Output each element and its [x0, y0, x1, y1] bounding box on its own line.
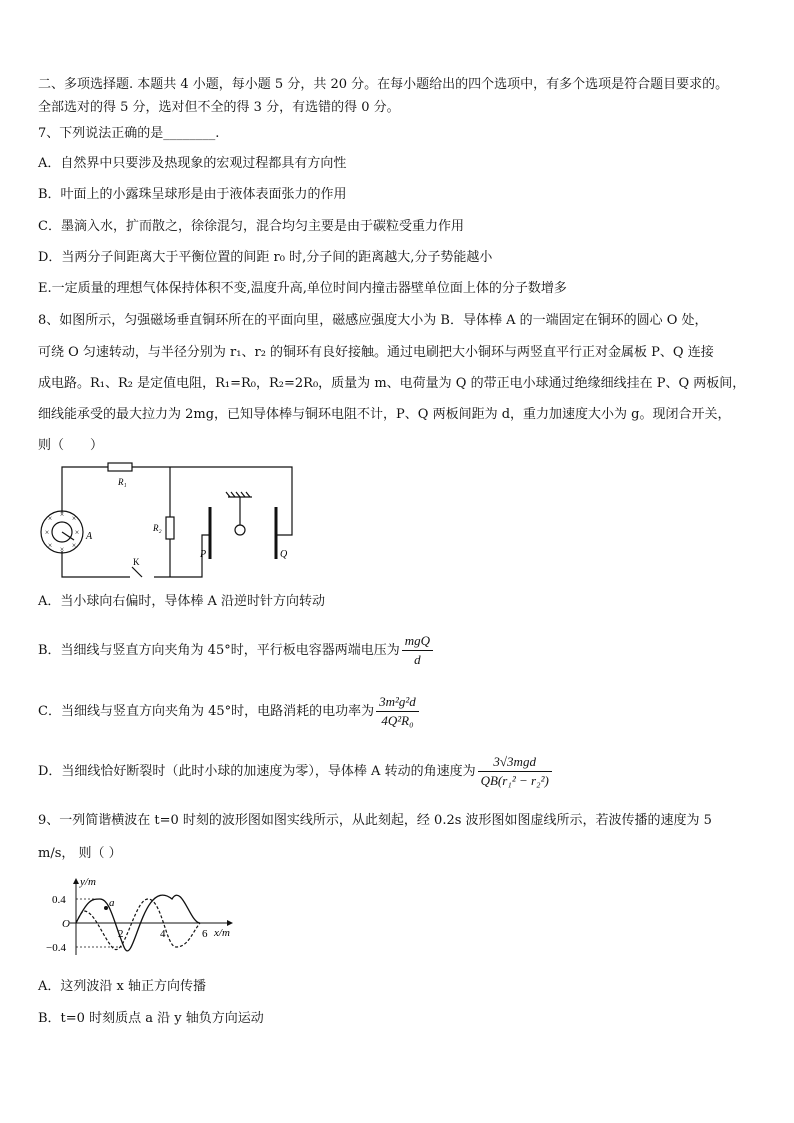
fraction-numerator: 3√3mgd — [478, 753, 552, 772]
r2-label: R₂ — [153, 523, 162, 533]
fraction-numerator: mgQ — [402, 632, 433, 651]
svg-text:×: × — [47, 514, 53, 523]
x-axis-label: x/m — [214, 927, 230, 939]
q8-option-d-fraction — [478, 753, 552, 790]
q8-stem-line-2: 可绕 O 匀速转动，与半径分别为 r₁、r₂ 的铜环有良好接触。通过电刷把大小铜环与两竖直平行正对金属板 P、Q 连接 — [38, 345, 714, 360]
svg-text:×: × — [44, 528, 50, 537]
fraction-denominator: 4Q²R₀ — [381, 713, 414, 728]
q8-option-b — [38, 632, 435, 669]
switch-label: K — [133, 557, 140, 567]
fraction-numerator: 3m²g²d — [376, 693, 419, 712]
svg-text:×: × — [59, 545, 65, 554]
point-a-label: a — [109, 897, 115, 909]
q8-stem-line-1: 8、如图所示，匀强磁场垂直铜环所在的平面向里，磁感应强度大小为 B．导体棒 A 的一端固定在铜环的圆心 O 处， — [38, 313, 708, 328]
q7-stem: 7、下列说法正确的是________. — [38, 126, 220, 141]
q9-option-a: A．这列波沿 x 轴正方向传播 — [38, 979, 206, 994]
origin-label: O — [62, 918, 70, 930]
plate-q-label: Q — [280, 549, 288, 560]
q8-option-b-fraction — [402, 632, 433, 669]
fraction-denominator: d — [414, 652, 421, 667]
svg-text:×: × — [47, 541, 53, 550]
svg-text:×: × — [71, 541, 77, 550]
y-axis-label: y/m — [80, 876, 96, 888]
q8-option-c-fraction — [376, 693, 419, 730]
q9-stem-line-2: m/s， 则（ ） — [38, 846, 122, 861]
q8-option-b-text: B．当细线与竖直方向夹角为 45°时，平行板电容器两端电压为 — [38, 643, 400, 658]
section-rules: 全部选对的得 5 分，选对但不全的得 3 分，有选错的得 0 分。 — [38, 100, 400, 115]
x-tick-4: 4 — [160, 928, 166, 940]
q8-option-a: A．当小球向右偏时，导体棒 A 沿逆时针方向转动 — [38, 594, 326, 609]
q8-stem-line-4: 细线能承受的最大拉力为 2mg，已知导体棒与铜环电阻不计，P、Q 两板间距为 d，重力加速度大小为 g。现闭合开关， — [38, 407, 731, 422]
y-tick-positive: 0.4 — [52, 894, 66, 906]
q7-option-e: E.一定质量的理想气体保持体积不变,温度升高,单位时间内撞击器壁单位面上体的分子数增多 — [38, 281, 567, 296]
plate-p-label: P — [200, 549, 207, 560]
q7-option-a: A．自然界中只要涉及热现象的宏观过程都具有方向性 — [38, 156, 347, 171]
fraction-denominator: QB(r₁² − r₂²) — [480, 773, 549, 788]
q8-circuit-figure — [30, 455, 310, 585]
y-tick-negative: −0.4 — [46, 942, 66, 954]
x-tick-6: 6 — [202, 928, 208, 940]
q7-option-c: C．墨滴入水，扩而散之，徐徐混匀，混合均匀主要是由于碳粒受重力作用 — [38, 219, 464, 234]
svg-text:×: × — [71, 514, 77, 523]
svg-text:×: × — [59, 510, 65, 519]
section-header: 二、多项选择题. 本题共 4 小题，每小题 5 分，共 20 分。在每小题给出的四个选项中，有多个选项是符合题目要求的。 — [38, 77, 729, 92]
q8-option-d — [38, 753, 554, 790]
q8-option-c — [38, 693, 421, 730]
q8-stem-line-3: 成电路。R₁、R₂ 是定值电阻，R₁=R₀，R₂=2R₀，质量为 m、电荷量为 Q 的带正电小球通过绝缘细线挂在 P、Q 两板间， — [38, 376, 746, 391]
q7-option-d: D．当两分子间距离大于平衡位置的间距 r₀ 时,分子间的距离越大,分子势能越小 — [38, 250, 493, 265]
q9-option-b: B．t=0 时刻质点 a 沿 y 轴负方向运动 — [38, 1011, 264, 1026]
q9-stem-line-1: 9、一列简谐横波在 t=0 时刻的波形图如图实线所示，从此刻起，经 0.2s 波形图如图虚线所示，若波传播的速度为 5 — [38, 813, 712, 828]
x-tick-2: 2 — [118, 928, 124, 940]
q8-stem-line-5: 则（ ） — [38, 438, 104, 453]
svg-text:×: × — [74, 528, 80, 537]
q8-option-d-text: D．当细线恰好断裂时（此时小球的加速度为零），导体棒 A 转动的角速度为 — [38, 764, 476, 779]
q7-option-b: B．叶面上的小露珠呈球形是由于液体表面张力的作用 — [38, 187, 347, 202]
q8-option-c-text: C．当细线与竖直方向夹角为 45°时，电路消耗的电功率为 — [38, 704, 375, 719]
rod-label: A — [86, 531, 93, 542]
q9-wave-graph — [42, 873, 242, 958]
r1-label: R₁ — [118, 477, 127, 487]
